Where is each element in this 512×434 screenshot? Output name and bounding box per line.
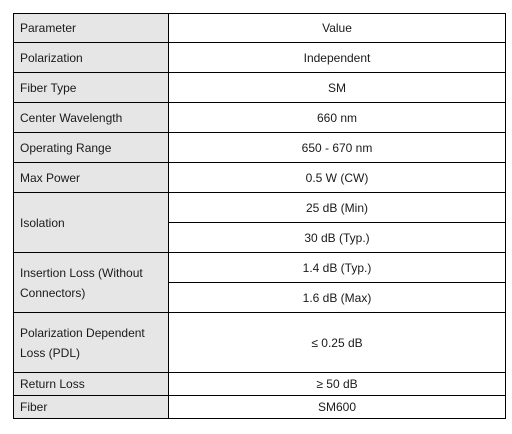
value-cell: 30 dB (Typ.) [169, 223, 506, 253]
parameter-cell: Polarization [14, 43, 169, 73]
parameter-cell: Return Loss [14, 373, 169, 396]
value-cell: ≥ 50 dB [169, 373, 506, 396]
table-row-operating-range [14, 133, 506, 163]
header-row [14, 14, 506, 43]
parameter-cell: Fiber Type [14, 73, 169, 103]
value-cell: ≤ 0.25 dB [169, 313, 506, 373]
value-cell: 650 - 670 nm [169, 133, 506, 163]
value-cell: SM [169, 73, 506, 103]
specifications-table [13, 13, 506, 419]
value-cell: SM600 [169, 396, 506, 419]
value-cell: 1.6 dB (Max) [169, 283, 506, 313]
table-row-insertion-loss [14, 253, 506, 283]
value-cell: 0.5 W (CW) [169, 163, 506, 193]
table-row-fiber-type [14, 73, 506, 103]
parameter-column-header: Parameter [14, 14, 169, 43]
parameter-cell: Isolation [14, 193, 169, 253]
parameter-cell: Operating Range [14, 133, 169, 163]
table-row-isolation [14, 193, 506, 223]
table-row-polarization [14, 43, 506, 73]
table-row-return-loss [14, 373, 506, 396]
value-cell: 25 dB (Min) [169, 193, 506, 223]
table-row-pdl [14, 313, 506, 373]
parameter-cell: Max Power [14, 163, 169, 193]
table-row-max-power [14, 163, 506, 193]
parameter-cell: Insertion Loss (Without Connectors) [14, 253, 169, 313]
parameter-cell: Fiber [14, 396, 169, 419]
value-cell: Independent [169, 43, 506, 73]
table-row-fiber [14, 396, 506, 419]
value-cell: 1.4 dB (Typ.) [169, 253, 506, 283]
table-row-center-wavelength [14, 103, 506, 133]
value-column-header: Value [169, 14, 506, 43]
parameter-cell: Center Wavelength [14, 103, 169, 133]
parameter-cell: Polarization Dependent Loss (PDL) [14, 313, 169, 373]
value-cell: 660 nm [169, 103, 506, 133]
